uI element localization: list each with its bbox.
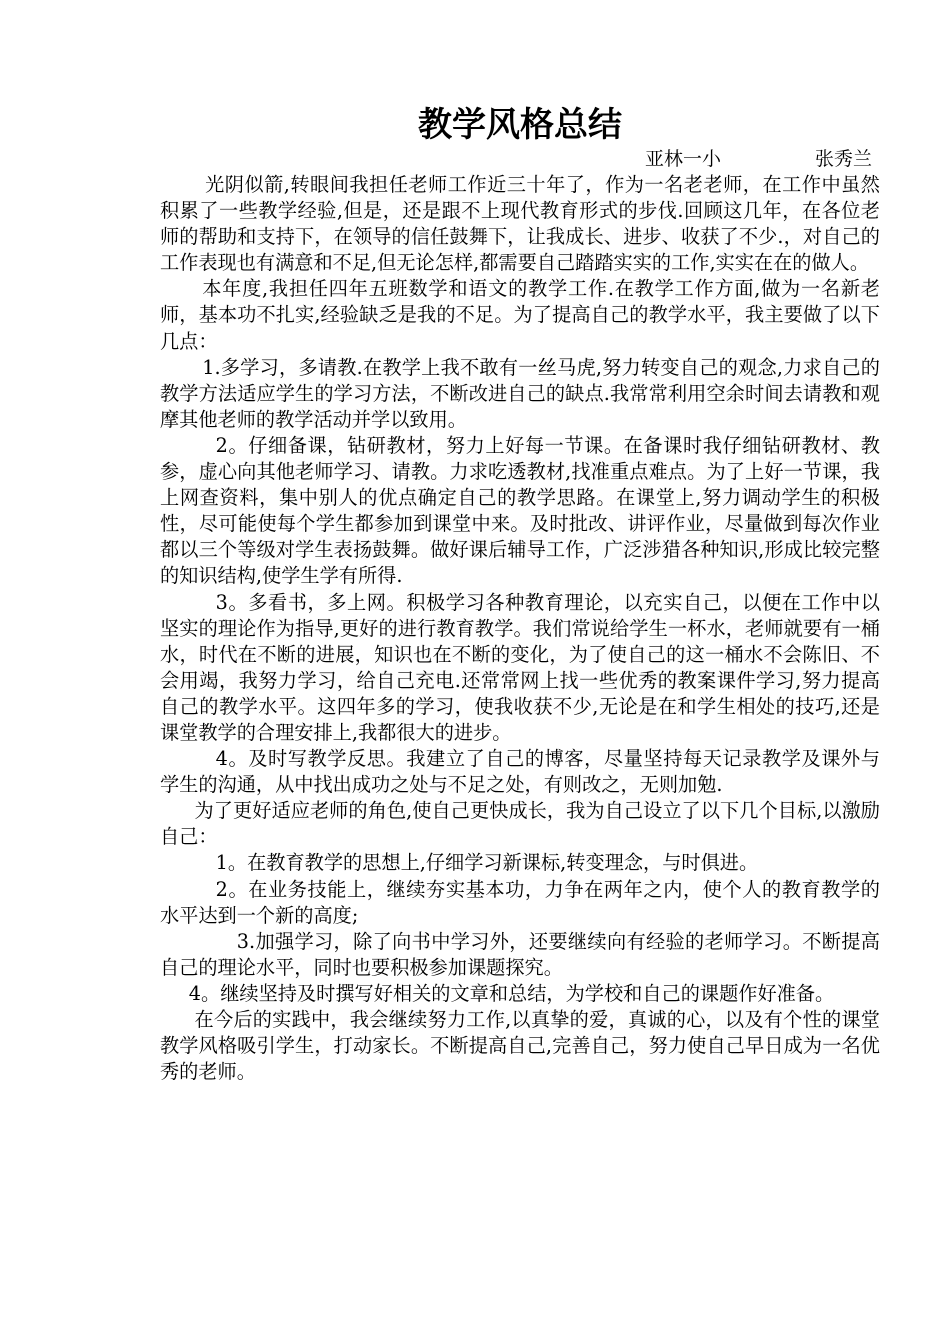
paragraph: 为了更好适应老师的角色,使自己更快成长，我为自己设立了以下几个目标,以激励自己： [160, 799, 880, 849]
paragraph: 光阴似箭,转眼间我担任老师工作近三十年了，作为一名老老师，在工作中虽然积累了一些教学经验,但是，还是跟不上现代教育形式的步伐.回顾这几年，在各位老师的帮助和支持下，在领导的信任鼓舞下，让我成长、进步、收获了不少.，对自己的工作表现也有满意和不足,但无论怎样,都需要自己踏踏实实的工作,实实在在的做人。 [160, 173, 880, 275]
goal-item: 3.加强学习，除了向书中学习外，还要继续向有经验的老师学习。不断提高自己的理论水平，同时也要积极参加课题探究。 [160, 929, 880, 979]
list-item: 3。多看书，多上网。积极学习各种教育理论，以充实自己，以便在工作中以坚实的理论作为指导,更好的进行教育教学。我们常说给学生一杯水，老师就要有一桶水，时代在不断的进展，知识也在不断的变化，为了使自己的这一桶水不会陈旧、不会用竭，我努力学习，给自己充电.还常常网上找一些优秀的教案课件学习,努力提高自己的教学水平。这四年多的学习，使我收获不少,无论是在和学生相处的技巧,还是课堂教学的合理安排上,我都很大的进步。 [160, 590, 880, 744]
list-item: 2。仔细备课，钻研教材，努力上好每一节课。在备课时我仔细钻研教材、教参，虚心向其他老师学习、请教。力求吃透教材,找准重点难点。为了上好一节课，我上网查资料，集中别人的优点确定自己的教学思路。在课堂上,努力调动学生的积极性，尽可能使每个学生都参加到课堂中来。及时批改、讲评作业，尽量做到每次作业都以三个等级对学生表扬鼓舞。做好课后辅导工作，广泛涉猎各种知识,形成比较完整的知识结构,使学生学有所得. [160, 433, 880, 588]
school-name: 亚林一小 [645, 148, 722, 170]
paragraph: 在今后的实践中，我会继续努力工作,以真挚的爱，真诚的心，以及有个性的课堂教学风格吸引学生，打动家长。不断提高自己,完善自己，努力使自己早日成为一名优秀的老师。 [160, 1008, 880, 1084]
list-item: 4。及时写教学反思。我建立了自己的博客，尽量坚持每天记录教学及课外与学生的沟通，从中找出成功之处与不足之处，有则改之，无则加勉. [160, 747, 880, 797]
paragraph: 本年度,我担任四年五班数学和语文的教学工作.在教学工作方面,做为一名新老师，基本功不扎实,经验缺乏是我的不足。为了提高自己的教学水平，我主要做了以下几点： [160, 277, 880, 353]
list-item: 1.多学习，多请教.在教学上我不敢有一丝马虎,努力转变自己的观念,力求自己的教学方法适应学生的学习方法，不断改进自己的缺点.我常常利用空余时间去请教和观摩其他老师的教学活动并学以致用。 [160, 355, 880, 431]
goal-item: 4。继续坚持及时撰写好相关的文章和总结，为学校和自己的课题作好准备。 [188, 981, 835, 1005]
goal-item: 2。在业务技能上，继续夯实基本功，力争在两年之内，使个人的教育教学的水平达到一个新的高度; [160, 877, 880, 927]
goal-item: 1。在教育教学的思想上,仔细学习新课标,转变理念，与时俱进。 [215, 851, 759, 875]
document-title: 教学风格总结 [418, 105, 622, 145]
author-name: 张秀兰 [815, 148, 873, 170]
document-body [160, 172, 880, 1085]
